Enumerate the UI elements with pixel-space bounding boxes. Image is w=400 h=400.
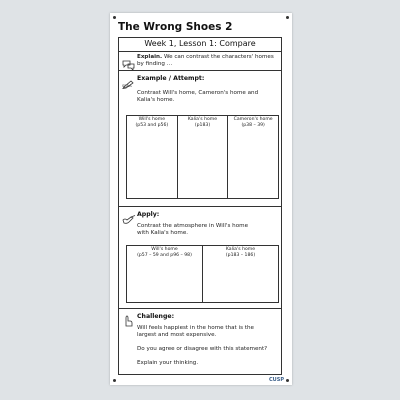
cusp-logo: CUSP: [269, 377, 284, 383]
example-col-heading: Cameron's home: [233, 117, 273, 122]
lesson-heading: Week 1, Lesson 1: Compare: [144, 39, 256, 48]
apply-col-pages: (p57 – 59 and p96 – 98): [137, 252, 192, 258]
challenge-question: Do you agree or disagree with this statement?: [137, 346, 268, 352]
pin-top-right: [286, 16, 289, 19]
lesson-header-row: [119, 38, 281, 52]
apply-col-heading: Kalia's home: [225, 247, 256, 252]
apply-text: Contrast the atmosphere in Will's home with Kalia's home.: [137, 223, 249, 237]
apply-heading: Apply:: [137, 211, 160, 218]
apply-col-heading: Will's home: [151, 247, 178, 252]
worksheet-page: [110, 13, 292, 385]
example-col-heading: Will's home: [138, 117, 166, 122]
apply-section: [119, 207, 281, 309]
challenge-section: [119, 309, 281, 374]
hand-writing-icon: [122, 210, 136, 229]
example-heading: Example / Attempt:: [137, 75, 205, 82]
explain-section: [119, 52, 281, 71]
example-cell-will[interactable]: [127, 116, 178, 199]
example-col-heading: Kalia's home: [187, 117, 218, 122]
explain-label: Explain.: [137, 54, 163, 60]
example-table: [126, 115, 279, 199]
explain-body: We can contrast the characters' homes by finding …: [137, 54, 274, 68]
pointing-hand-icon: [122, 312, 133, 331]
example-col-pages: (p38 – 39): [241, 122, 265, 128]
example-section: [119, 71, 281, 207]
footer: [266, 377, 284, 383]
challenge-prompt: Explain your thinking.: [137, 360, 199, 366]
example-icon-caption: SRAA: [122, 84, 132, 88]
worksheet-title: The Wrong Shoes 2: [118, 21, 233, 33]
example-col-pages: (p183): [194, 122, 211, 128]
example-text: Contrast Will's home, Cameron's home and Kalia's home.: [137, 90, 259, 104]
example-col-pages: (p53 and p56): [135, 122, 169, 128]
explain-text: [137, 54, 275, 68]
challenge-statement: Will feels happiest in the home that is the largest and most expensive.: [137, 325, 254, 339]
lesson-panel: [118, 37, 282, 375]
example-cell-kalia[interactable]: [177, 116, 228, 199]
apply-col-pages: (p183 – 186): [225, 252, 256, 258]
apply-cell-kalia[interactable]: [203, 246, 279, 303]
pin-bottom-left: [113, 379, 116, 382]
pin-bottom-right: [286, 379, 289, 382]
pin-top-left: [113, 16, 116, 19]
challenge-heading: Challenge:: [137, 313, 175, 320]
apply-cell-will[interactable]: [127, 246, 203, 303]
example-cell-cameron[interactable]: [228, 116, 279, 199]
apply-table: [126, 245, 279, 303]
